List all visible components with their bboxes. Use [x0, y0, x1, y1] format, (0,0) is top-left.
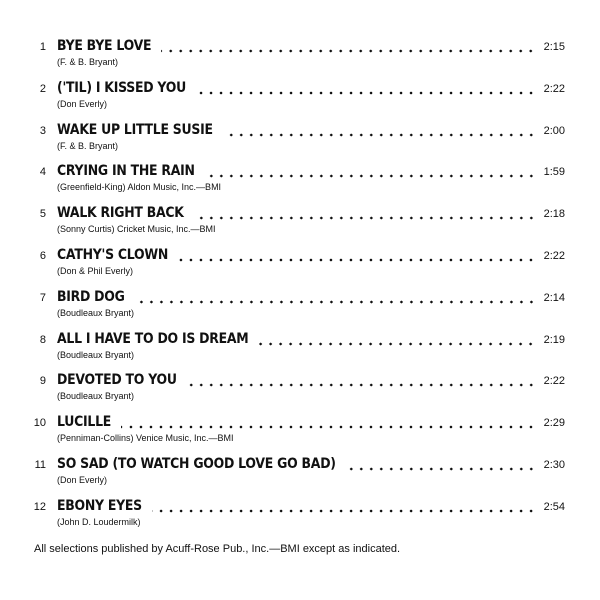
track-number: 8: [39, 333, 46, 346]
dot-leader: [187, 383, 536, 387]
dot-leader: [346, 467, 536, 471]
track-title: CRYING IN THE RAIN: [57, 163, 195, 180]
dot-leader: [205, 174, 536, 178]
dot-leader: [194, 216, 536, 220]
track-credit: (John D. Loudermilk): [57, 516, 141, 527]
track-credit: (Don & Phil Everly): [57, 265, 134, 276]
track-credit: (Penniman-Collins) Venice Music, Inc.—BMI: [57, 433, 234, 444]
track-duration: 2:00: [543, 124, 565, 137]
track-row: [0, 78, 600, 120]
track-credit: (F. & B. Bryant): [57, 140, 119, 151]
track-number: 9: [39, 375, 46, 388]
track-duration: 2:22: [543, 249, 565, 262]
track-number: 5: [39, 208, 46, 221]
track-duration: 2:30: [543, 458, 565, 471]
track-credit: (Boudleaux Bryant): [57, 349, 135, 360]
track-title: CATHY'S CLOWN: [57, 246, 169, 263]
track-duration: 1:59: [543, 166, 565, 179]
track-credit: (Boudleaux Bryant): [57, 307, 135, 318]
track-title: ('TIL) I KISSED YOU: [57, 79, 186, 96]
track-duration: 2:14: [543, 291, 565, 304]
track-row: [0, 329, 600, 371]
track-duration: 2:18: [543, 208, 565, 221]
track-row: [0, 245, 600, 287]
track-number: 3: [39, 124, 46, 137]
dot-leader: [135, 300, 536, 304]
track-duration: 2:22: [543, 375, 565, 388]
track-duration: 2:22: [543, 82, 565, 95]
track-duration: 2:29: [543, 417, 565, 430]
track-number: 1: [39, 41, 46, 53]
track-row: [0, 203, 600, 245]
track-credit: (F. & B. Bryant): [57, 57, 119, 67]
dot-leader: [121, 425, 536, 429]
track-duration: 2:15: [543, 41, 565, 53]
track-row: [0, 161, 600, 203]
dot-leader: [196, 91, 536, 95]
track-credit: (Don Everly): [57, 98, 108, 109]
track-credit: (Boudleaux Bryant): [57, 391, 135, 402]
track-title: BYE BYE LOVE: [57, 38, 152, 54]
publisher-footnote: All selections published by Acuff-Rose Pub., Inc.—BMI except as indicated.: [34, 543, 401, 555]
dot-leader: [258, 342, 536, 346]
track-row: [0, 412, 600, 454]
track-row: [0, 287, 600, 329]
track-title: SO SAD (TO WATCH GOOD LOVE GO BAD): [57, 455, 336, 472]
track-duration: 2:54: [543, 500, 565, 513]
dot-leader: [223, 133, 536, 137]
dot-leader: [161, 49, 536, 53]
track-number: 6: [39, 249, 46, 262]
track-number: 10: [33, 417, 46, 430]
track-credit: (Greenfield-King) Aldon Music, Inc.—BMI: [57, 182, 222, 193]
track-duration: 2:19: [543, 333, 565, 346]
track-title: LUCILLE: [57, 414, 112, 431]
track-title: BIRD DOG: [57, 288, 125, 305]
track-title: WAKE UP LITTLE SUSIE: [57, 121, 213, 138]
track-number: 2: [39, 82, 46, 95]
track-list: [0, 36, 600, 538]
track-title: EBONY EYES: [57, 497, 142, 514]
track-row: [0, 496, 600, 538]
track-title: ALL I HAVE TO DO IS DREAM: [57, 330, 249, 347]
track-title: WALK RIGHT BACK: [57, 205, 184, 222]
dot-leader: [178, 258, 536, 262]
track-title: DEVOTED TO YOU: [57, 372, 177, 389]
track-row: [0, 36, 600, 78]
track-number: 7: [39, 291, 46, 304]
track-row: [0, 120, 600, 162]
track-row: [0, 370, 600, 412]
track-number: 12: [33, 500, 46, 513]
track-credit: (Don Everly): [57, 474, 108, 485]
dot-leader: [152, 509, 536, 513]
track-row: [0, 454, 600, 496]
track-number: 11: [34, 458, 46, 471]
track-number: 4: [39, 166, 46, 179]
track-credit: (Sonny Curtis) Cricket Music, Inc.—BMI: [57, 224, 216, 235]
